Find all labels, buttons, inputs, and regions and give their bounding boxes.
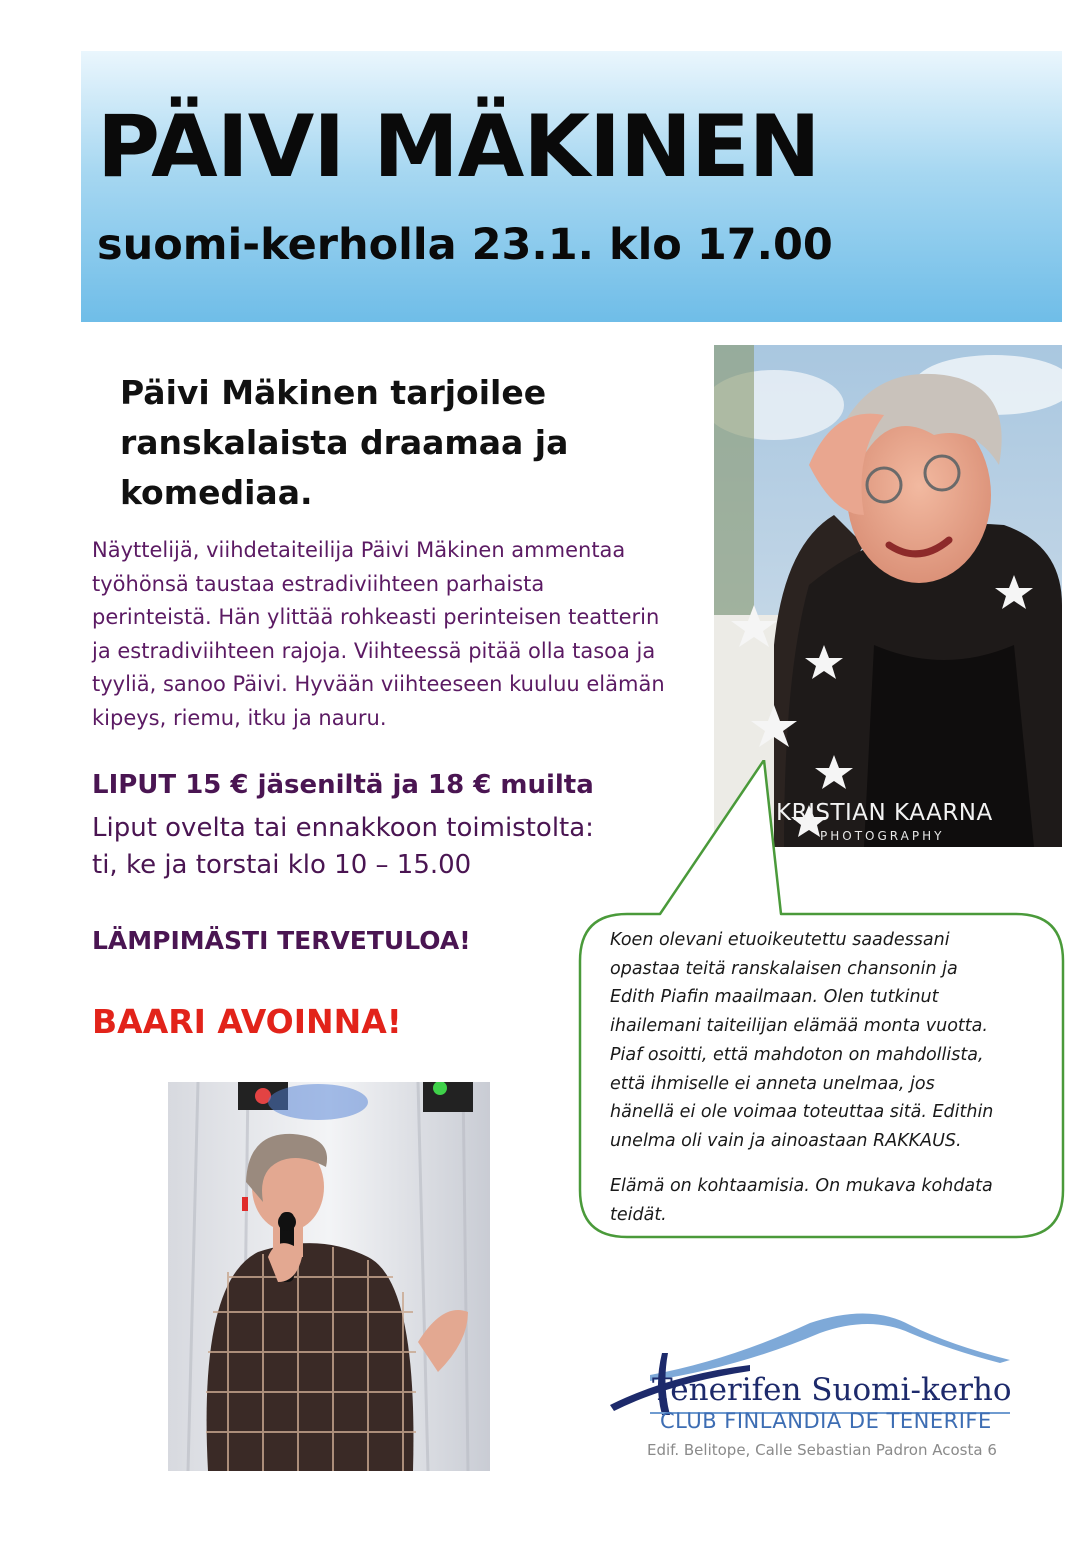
- description-line: tyyliä, sanoo Päivi. Hyvään viihteeseen kuuluu elämän: [92, 672, 665, 696]
- stage-photo: [168, 1082, 490, 1471]
- description-paragraph: [92, 534, 692, 735]
- lead-line: ranskalaista draamaa ja: [120, 423, 569, 462]
- quote-line: teidät.: [610, 1204, 667, 1225]
- description-line: ja estradiviihteen rajoja. Viihteessä pitää olla tasoa ja: [92, 638, 656, 663]
- photo-credit-name: KRISTIAN KAARNA: [776, 800, 993, 826]
- page-title: PÄIVI MÄKINEN: [97, 97, 820, 197]
- quote-closing: [610, 1172, 993, 1229]
- quote-paragraph: [610, 926, 1050, 1156]
- club-logo-name: Tenerifen Suomi-kerho: [652, 1372, 1012, 1408]
- ticket-sales-line: ti, ke ja torstai klo 10 – 15.00: [92, 850, 472, 880]
- quote-line: ihailemani taiteilijan elämää monta vuotta.: [610, 1016, 988, 1037]
- quote-line: hänellä ei ole voimaa toteuttaa sitä. Edithin: [610, 1102, 994, 1123]
- stage-illustration: [168, 1082, 490, 1471]
- lead-line: komediaa.: [120, 473, 313, 512]
- ticket-prices: LIPUT 15 € jäseniltä ja 18 € muilta: [92, 770, 594, 800]
- photo-credit-sub: PHOTOGRAPHY: [820, 829, 945, 843]
- quote-line: Elämä on kohtaamisia. On mukava kohdata: [610, 1176, 993, 1196]
- description-line: työhönsä taustaa estradiviihteen parhaista: [92, 571, 545, 596]
- event-date-time: suomi-kerholla 23.1. klo 17.00: [97, 220, 833, 270]
- bar-open-text: BAARI AVOINNA!: [92, 1002, 402, 1041]
- lead-heading: [120, 368, 680, 518]
- quote-line: Piaf osoitti, että mahdoton on mahdollista,: [610, 1044, 984, 1065]
- quote-line: Edith Piafin maailmaan. Olen tutkinut: [610, 987, 939, 1008]
- description-line: kipeys, riemu, itku ja nauru.: [92, 705, 387, 730]
- quote-line: unelma oli vain ja ainoastaan RAKKAUS.: [610, 1130, 962, 1151]
- ticket-sales-info: [92, 810, 594, 884]
- quote-line: että ihmiselle ei anneta unelmaa, jos: [610, 1073, 935, 1094]
- welcome-text: LÄMPIMÄSTI TERVETULOA!: [92, 926, 471, 955]
- club-address: Edif. Belitope, Calle Sebastian Padron Acosta 6: [647, 1441, 997, 1459]
- club-logo-subtitle: CLUB FINLANDIA DE TENERIFE: [660, 1409, 992, 1433]
- ticket-sales-line: Liput ovelta tai ennakkoon toimistolta:: [92, 813, 594, 843]
- lead-line: Päivi Mäkinen tarjoilee: [120, 373, 547, 412]
- quote-line: Koen olevani etuoikeutettu saadessani: [610, 930, 950, 950]
- description-line: Näyttelijä, viihdetaiteilija Päivi Mäkinen ammentaa: [92, 538, 626, 562]
- quote-line: opastaa teitä ranskalaisen chansonin ja: [610, 958, 958, 979]
- description-line: perinteistä. Hän ylittää rohkeasti perinteisen teatterin: [92, 605, 660, 629]
